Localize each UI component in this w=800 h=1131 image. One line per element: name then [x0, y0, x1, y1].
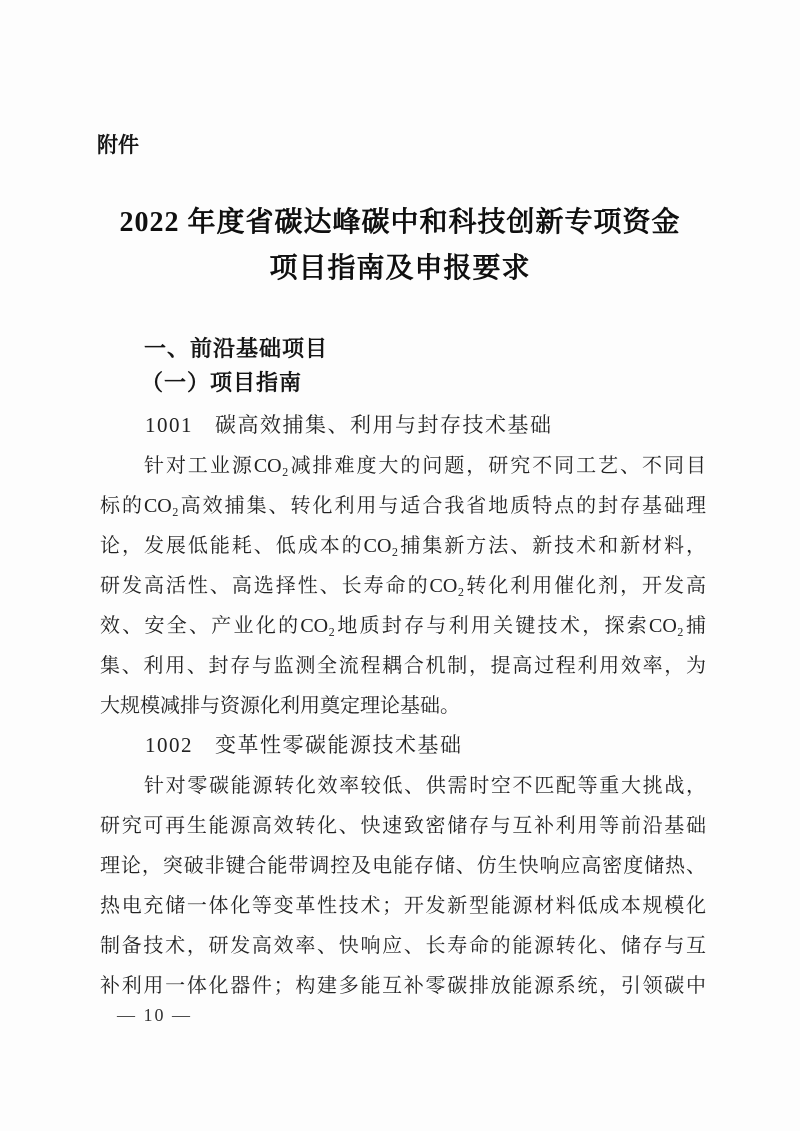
text-line: 补利用一体化器件；构建多能互补零碳排放能源系统，引领碳中 [100, 975, 706, 997]
document-title-line2: 项目指南及申报要求 [269, 253, 531, 284]
document-title [0, 200, 800, 292]
document-title-line1: 2022 年度省碳达峰碳中和科技创新专项资金 [119, 207, 681, 238]
project-item-heading-1001 [145, 409, 553, 439]
text-line: 集、利用、封存与监测全流程耦合机制，提高过程利用效率，为 [100, 655, 706, 677]
project-description-1001 [100, 446, 706, 726]
chapter-heading: 一、前沿基础项目 [144, 336, 329, 361]
text-line: 研发高活性、高选择性、长寿命的CO₂转化利用催化剂，开发高 [100, 575, 706, 597]
project-code-1001: 1001 [145, 413, 193, 437]
project-name-1002: 变革性零碳能源技术基础 [215, 733, 463, 757]
text-line: 热电充储一体化等变革性技术；开发新型能源材料低成本规模化 [100, 895, 706, 917]
text-line: 针对工业源CO₂减排难度大的问题，研究不同工艺、不同目 [144, 455, 706, 477]
page-number-text: — 10 — [117, 1005, 192, 1025]
text-line: 理论，突破非键合能带调控及电能存储、仿生快响应高密度储热、 [100, 855, 706, 877]
text-line: 针对零碳能源转化效率较低、供需时空不匹配等重大挑战， [144, 775, 706, 797]
text-line: 效、安全、产业化的CO₂地质封存与利用关键技术，探索CO₂捕 [100, 615, 706, 637]
project-item-heading-1002 [145, 729, 463, 759]
project-code-1002: 1002 [145, 733, 193, 757]
text-line: 研究可再生能源高效转化、快速致密储存与互补利用等前沿基础 [100, 815, 706, 837]
text-line: 制备技术，研发高效率、快响应、长寿命的能源转化、储存与互 [100, 935, 706, 957]
project-description-1002 [100, 766, 706, 1006]
text-line: 标的CO₂高效捕集、转化利用与适合我省地质特点的封存基础理 [100, 495, 706, 517]
text-line: 论，发展低能耗、低成本的CO₂捕集新方法、新技术和新材料， [100, 535, 706, 557]
text-line: 大规模减排与资源化利用奠定理论基础。 [100, 695, 460, 717]
page-number [117, 1005, 192, 1026]
attachment-label: 附件 [97, 134, 139, 157]
project-name-1001: 碳高效捕集、利用与封存技术基础 [215, 413, 553, 437]
subsection-heading: （一）项目指南 [141, 370, 303, 395]
